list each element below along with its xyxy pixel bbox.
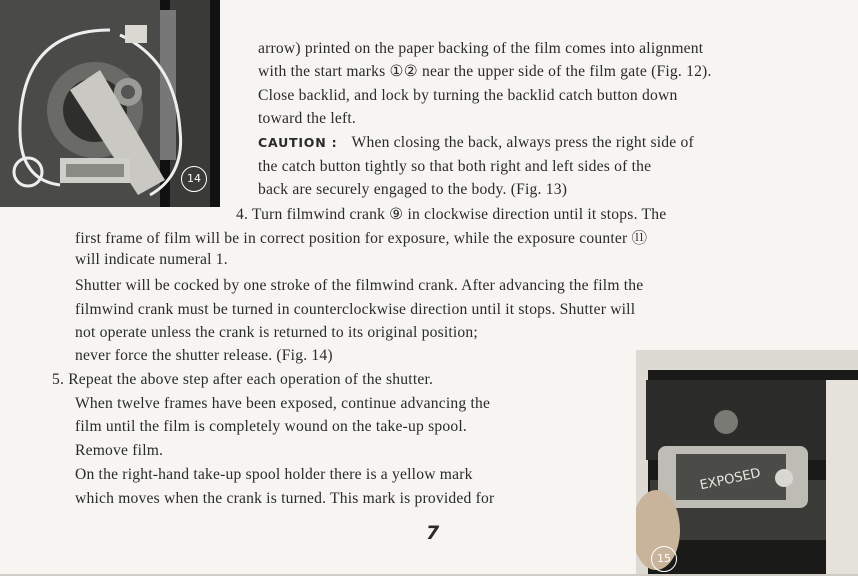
text-line: When twelve frames have been exposed, continue advancing the [75, 395, 491, 412]
step-5: 5. Repeat the above step after each operation of the shutter. [52, 371, 434, 388]
caution-label: CAUTION : [258, 135, 338, 150]
film-spool-illustration [636, 350, 858, 576]
caution-line [258, 131, 694, 155]
text-line: filmwind crank must be turned in counterclockwise direction until it stops. Shutter will [75, 301, 636, 318]
text-line: Shutter will be cocked by one stroke of the filmwind crank. After advancing the film the [75, 277, 644, 294]
text-line: Close backlid, and lock by turning the backlid catch button down [258, 87, 678, 104]
text-line: toward the left. [258, 110, 357, 127]
figure-14-photo [0, 0, 220, 207]
text-line: Remove film. [75, 442, 164, 459]
page-number: 7 [426, 522, 440, 544]
figure-14-badge: 14 [181, 166, 207, 192]
text-line: arrow) printed on the paper backing of the film comes into alignment [258, 40, 704, 57]
text-line: never force the shutter release. (Fig. 14) [75, 347, 333, 364]
text-line: not operate unless the crank is returned to its original position; [75, 324, 478, 341]
text-line: first frame of film will be in correct position for exposure, while the exposure counter ⑪ [75, 230, 648, 247]
film-exposed-label: EXPOSED [698, 465, 762, 494]
text-line: On the right-hand take-up spool holder there is a yellow mark [75, 466, 473, 483]
text-line: film until the film is completely wound on the take-up spool. [75, 418, 468, 435]
caution-text: When closing the back, always press the right side of [351, 134, 694, 151]
text-line: the catch button tightly so that both right and left sides of the [258, 158, 652, 175]
text-line: with the start marks ①② near the upper side of the film gate (Fig. 12). [258, 63, 712, 80]
figure-15-photo [636, 350, 858, 576]
step-4: 4. Turn filmwind crank ⑨ in clockwise direction until it stops. The [236, 206, 667, 223]
figure-15-badge: 15 [651, 546, 677, 572]
text-line: will indicate numeral 1. [75, 251, 228, 268]
text-line: which moves when the crank is turned. This mark is provided for [75, 490, 495, 507]
text-line: back are securely engaged to the body. (Fig. 13) [258, 181, 568, 198]
